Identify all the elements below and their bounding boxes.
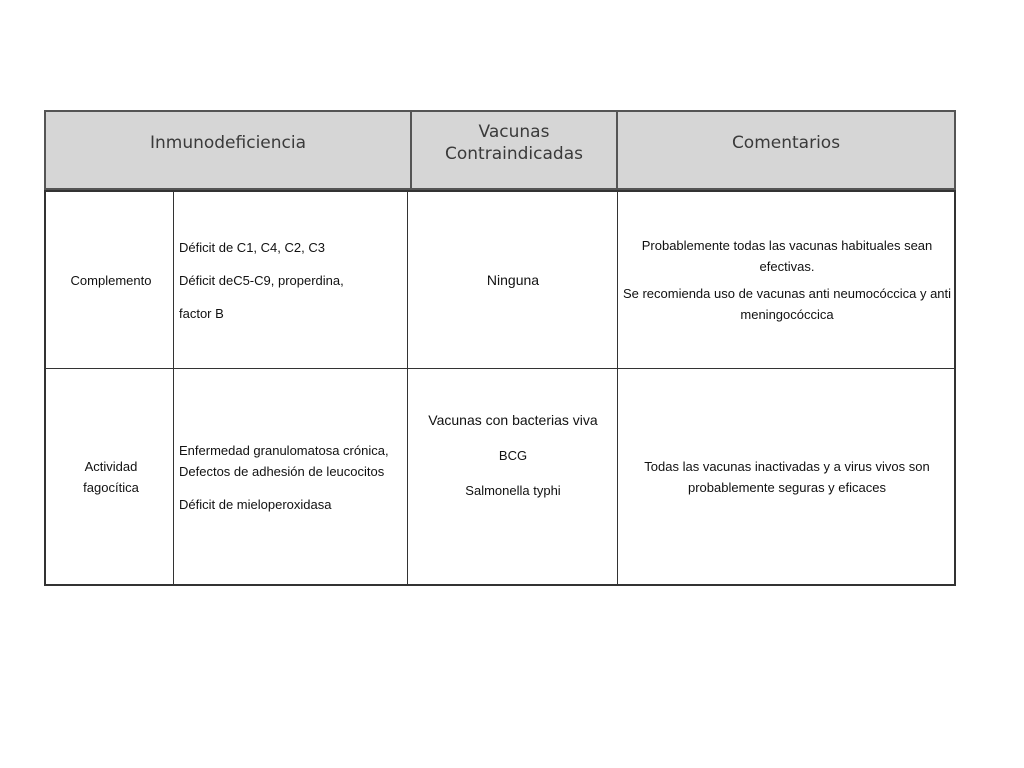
- row1-comments-cell: [620, 192, 954, 368]
- row1-comment-1: Probablemente todas las vacunas habituales sean efectivas.: [641, 238, 933, 274]
- header-vaccines-line1: Vacunas: [478, 122, 550, 142]
- row2-deficit-1: Enfermedad granulomatosa crónica, Defectos de adhesión de leucocitos: [179, 442, 389, 479]
- vaccine-table: [44, 190, 956, 586]
- row1-deficit-1: Déficit de C1, C4, C2, C3: [179, 239, 325, 255]
- row1-deficit-3: factor B: [179, 305, 224, 321]
- column-divider: [173, 192, 174, 584]
- row1-category: Complemento: [70, 272, 152, 288]
- row2-comments-cell: [620, 370, 954, 584]
- row2-category-line2: fagocítica: [83, 480, 139, 495]
- row2-category-cell: [50, 370, 172, 584]
- row-divider: [46, 368, 954, 369]
- row1-comment-2: Se recomienda uso de vacunas anti neumocóccica y anti meningocóccica: [622, 286, 952, 322]
- row2-vaccine-2: BCG: [498, 448, 528, 463]
- row2-deficits-cell: [179, 370, 401, 584]
- row1-vaccine-1: Ninguna: [486, 271, 540, 288]
- column-divider: [617, 192, 618, 584]
- row1-vaccines-cell: [410, 192, 616, 368]
- header-immunodeficiency-label: Inmunodeficiencia: [149, 133, 307, 153]
- row2-vaccines-cell: [410, 370, 616, 584]
- row2-deficit-2: Déficit de mieloperoxidasa: [179, 496, 332, 512]
- row2-vaccine-3: Salmonella typhi: [465, 483, 561, 498]
- header-comments-label: Comentarios: [731, 133, 841, 153]
- row2-category-line1: Actividad: [84, 459, 138, 474]
- column-divider: [407, 192, 408, 584]
- header-comments: [616, 110, 956, 190]
- header-vaccines-line2: Contraindicadas: [445, 144, 583, 164]
- row2-comment-1: Todas las vacunas inactivadas y a virus vivos son probablemente seguras y eficaces: [644, 459, 930, 495]
- row2-vaccine-1: Vacunas con bacterias viva: [428, 412, 598, 428]
- row1-deficits-cell: [179, 192, 401, 368]
- row1-category-cell: [50, 192, 172, 368]
- row1-deficit-2: Déficit deC5-C9, properdina,: [179, 272, 344, 288]
- header-immunodeficiency: [44, 110, 412, 190]
- header-contraindicated-vaccines: [410, 110, 618, 190]
